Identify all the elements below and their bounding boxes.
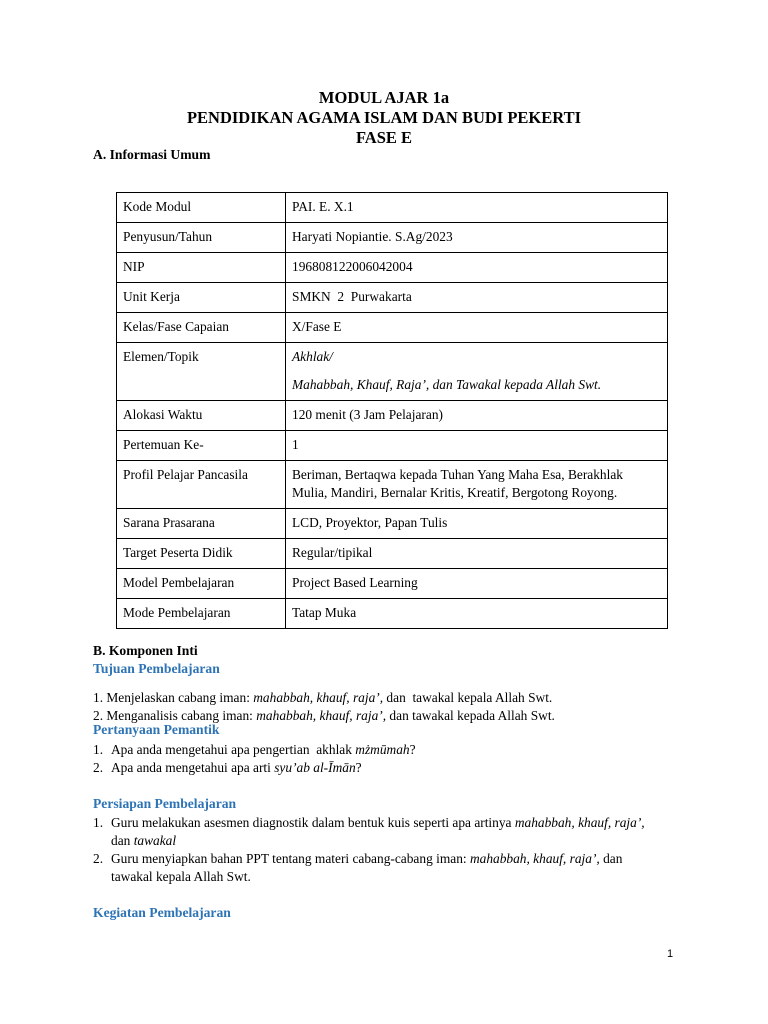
- persiapan-list: [93, 814, 653, 886]
- row-value: PAI. E. X.1: [286, 193, 668, 223]
- document-title: [0, 88, 768, 148]
- table-row: [117, 599, 668, 629]
- row-value: Haryati Nopiantie. S.Ag/2023: [286, 223, 668, 253]
- row-key: Profil Pelajar Pancasila: [117, 461, 286, 509]
- list-item: 1. Apa anda mengetahui apa pengertian akhlak mżmūmah?: [93, 742, 416, 757]
- page-number: 1: [667, 948, 674, 960]
- tujuan-heading: Tujuan Pembelajaran: [93, 661, 220, 676]
- row-value: Tatap Muka: [286, 599, 668, 629]
- row-key: Kelas/Fase Capaian: [117, 313, 286, 343]
- row-value: LCD, Proyektor, Papan Tulis: [286, 509, 668, 539]
- row-key: Pertemuan Ke-: [117, 431, 286, 461]
- table-row: [117, 431, 668, 461]
- persiapan-heading: Persiapan Pembelajaran: [93, 796, 237, 811]
- list-item: 2. Menganalisis cabang iman: mahabbah, khauf, raja’, dan tawakal kepada Allah Swt.: [93, 708, 555, 723]
- row-key: Model Pembelajaran: [117, 569, 286, 599]
- table-row: [117, 569, 668, 599]
- row-key: Elemen/Topik: [117, 343, 286, 401]
- title-line-3: FASE E: [355, 128, 413, 147]
- row-value: Regular/tipikal: [286, 539, 668, 569]
- row-value: X/Fase E: [286, 313, 668, 343]
- table-row: [117, 509, 668, 539]
- row-key: Alokasi Waktu: [117, 401, 286, 431]
- table-row: [117, 461, 668, 509]
- table-row: [117, 313, 668, 343]
- row-key: Penyusun/Tahun: [117, 223, 286, 253]
- pemantik-heading: Pertanyaan Pemantik: [93, 722, 220, 737]
- row-value: SMKN 2 Purwakarta: [286, 283, 668, 313]
- section-b-heading: B. Komponen Inti: [93, 643, 198, 658]
- row-key: Unit Kerja: [117, 283, 286, 313]
- row-value: Beriman, Bertaqwa kepada Tuhan Yang Maha Esa, Berakhlak Mulia, Mandiri, Bernalar Kritis, Kreatif, Bergotong Royong.: [286, 461, 668, 509]
- table-row: [117, 283, 668, 313]
- row-key: Mode Pembelajaran: [117, 599, 286, 629]
- row-value: [286, 343, 668, 401]
- title-line-1: MODUL AJAR 1a: [318, 88, 450, 107]
- row-value: 1: [286, 431, 668, 461]
- row-value: 120 menit (3 Jam Pelajaran): [286, 401, 668, 431]
- row-value: 196808122006042004: [286, 253, 668, 283]
- table-row: [117, 401, 668, 431]
- table-row: [117, 193, 668, 223]
- row-value: Project Based Learning: [286, 569, 668, 599]
- topic-detail: Mahabbah, Khauf, Raja’, dan Tawakal kepada Allah Swt.: [292, 377, 602, 392]
- row-key: NIP: [117, 253, 286, 283]
- table-row: [117, 539, 668, 569]
- list-item: 1. Guru melakukan asesmen diagnostik dalam bentuk kuis seperti apa artinya mahabbah, khauf, raja’, dan tawakal: [93, 815, 649, 848]
- table-row: [117, 223, 668, 253]
- table-row: [117, 253, 668, 283]
- pemantik-list: [93, 741, 683, 777]
- list-item: 2. Guru menyiapkan bahan PPT tentang materi cabang-cabang iman: mahabbah, khauf, raja’, dan tawakal kepala Allah Swt.: [93, 851, 630, 884]
- section-a-heading: A. Informasi Umum: [93, 147, 211, 162]
- kegiatan-heading: Kegiatan Pembelajaran: [93, 905, 231, 920]
- row-key: Sarana Prasarana: [117, 509, 286, 539]
- info-table: [116, 192, 668, 629]
- row-key: Target Peserta Didik: [117, 539, 286, 569]
- list-item: 2. Apa anda mengetahui apa arti syu’ab al-Īmān?: [93, 760, 362, 775]
- tujuan-list: [93, 689, 683, 725]
- list-item: 1. Menjelaskan cabang iman: mahabbah, khauf, raja’, dan tawakal kepala Allah Swt.: [93, 690, 553, 705]
- topic-element: Akhlak/: [292, 349, 333, 364]
- title-line-2: PENDIDIKAN AGAMA ISLAM DAN BUDI PEKERTI: [186, 108, 582, 127]
- table-row: [117, 343, 668, 401]
- row-key: Kode Modul: [117, 193, 286, 223]
